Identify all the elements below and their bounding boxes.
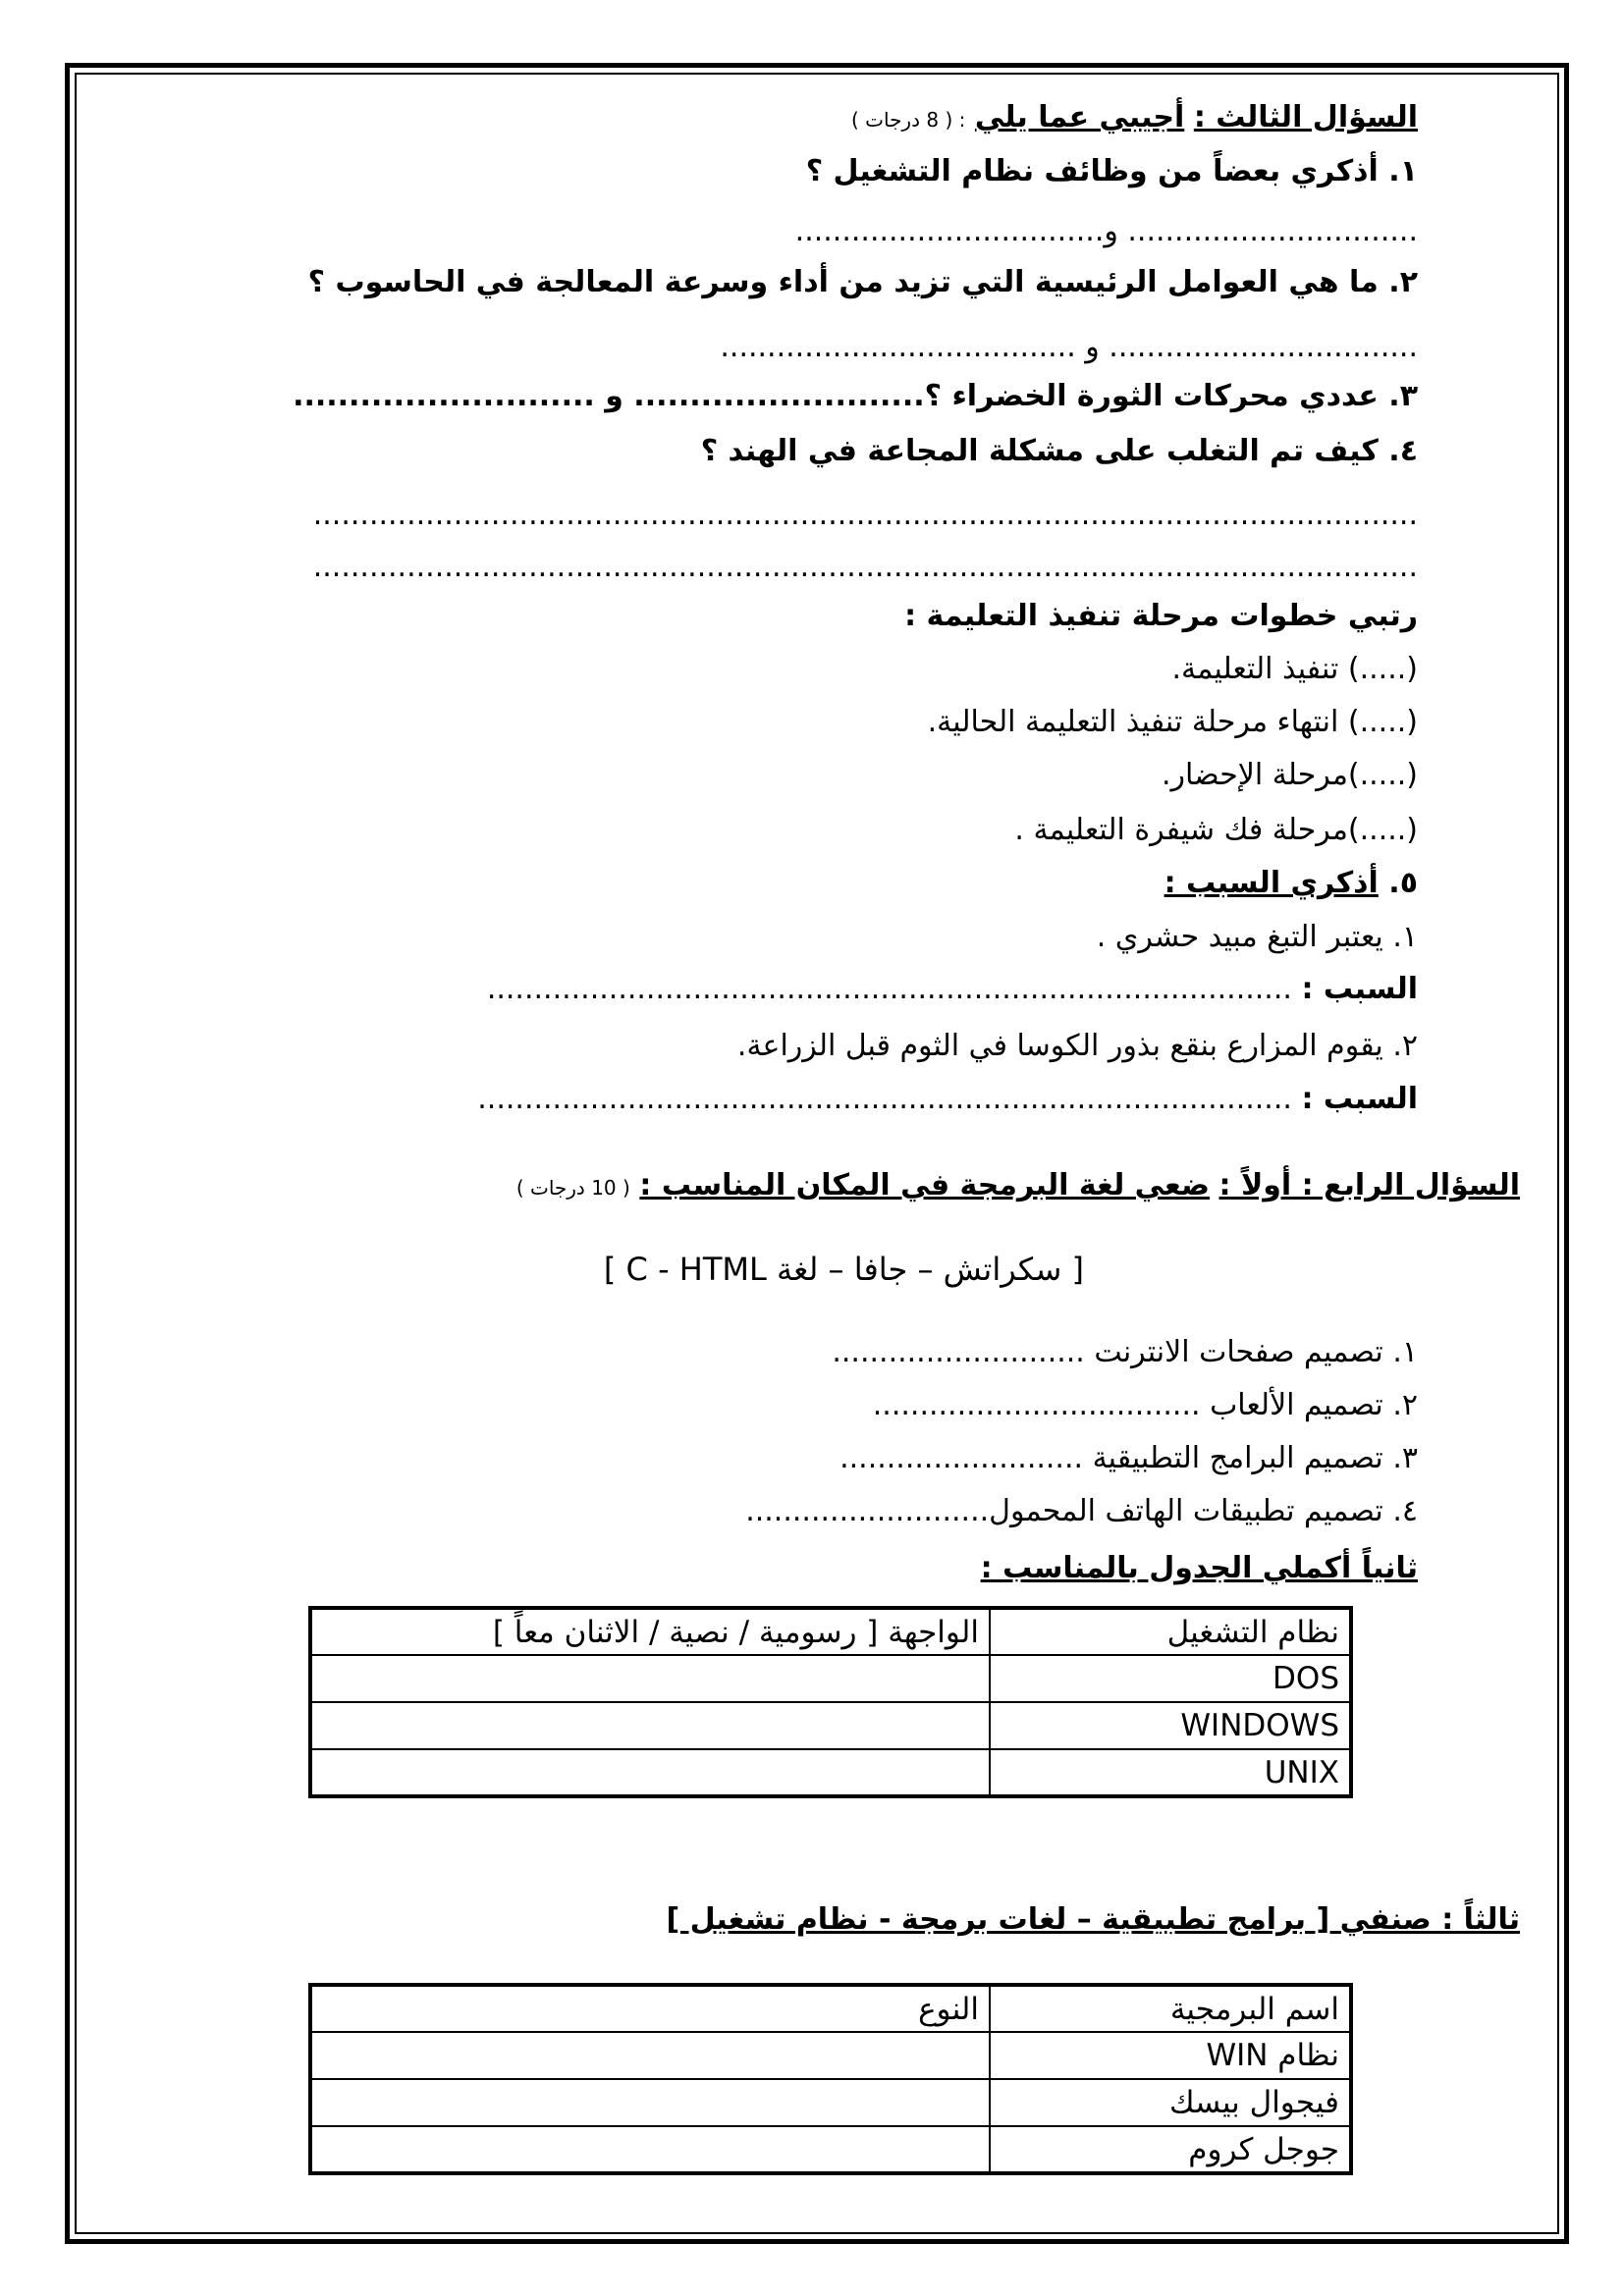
table-row [310, 2032, 1351, 2079]
answer-dots: ...................................................................................................................... [312, 498, 1418, 532]
answer-dots: ....................................................................................... [477, 1082, 1292, 1116]
q4-item-4 [745, 1492, 1418, 1531]
item-text: تصميم البرامج التطبيقية .......................... [839, 1441, 1383, 1475]
item-number: ٣. [1392, 1441, 1418, 1475]
item-number: ٥. [1388, 866, 1418, 900]
item-text: تصميم صفحات الانترنت ........................... [832, 1335, 1383, 1369]
q4-heading [516, 1166, 1520, 1207]
table-header: اسم البرمجية [990, 1985, 1351, 2032]
answer-cell[interactable] [310, 1655, 990, 1702]
item-text: ما هي العوامل الرئيسية التي تزيد من أداء وسرعة المعالجة في الحاسوب ؟ [307, 265, 1379, 299]
item-number: ٣. [1388, 379, 1418, 413]
answer-dots: ................................. و ...................................... [720, 330, 1418, 364]
table-header: الواجهة [ رسومية / نصية / الاثنان معاً ] [310, 1608, 990, 1655]
reason-1-answer [487, 970, 1418, 1009]
answer-cell[interactable] [310, 2126, 990, 2173]
q3-answer-line-4b [313, 548, 1418, 587]
q4-title: السؤال الرابع : أولاً : [1218, 1168, 1520, 1202]
os-interface-table [308, 1606, 1353, 1798]
table-cell: WINDOWS [990, 1702, 1351, 1749]
q4-item-2 [873, 1386, 1418, 1425]
q3-item-4 [701, 432, 1418, 471]
table-row [310, 2126, 1351, 2173]
q3-instruction: أجيبي عما يلي [974, 100, 1185, 134]
q3-item-1 [806, 152, 1418, 191]
reason-title: أذكري السبب : [1164, 866, 1379, 900]
item-number: ٤. [1392, 1494, 1418, 1528]
q3-item-3 [293, 377, 1418, 416]
item-text: عددي محركات الثورة الخضراء ؟.......................... و ........................... [293, 379, 1379, 413]
reason-heading [1164, 864, 1418, 903]
table-row [310, 1749, 1351, 1796]
answer-dots: ...................................................................................................................... [312, 550, 1418, 584]
order-item-2: (.....) انتهاء مرحلة تنفيذ التعليمة الحالية. [927, 705, 1418, 739]
order-title: رتبي خطوات مرحلة تنفيذ التعليمة : [904, 599, 1418, 633]
item-text: تصميم الألعاب ................................... [872, 1388, 1383, 1422]
table-header-row [310, 1985, 1351, 2032]
q4-marks: ( 10 درجات ) [515, 1176, 630, 1200]
table-header: النوع [310, 1985, 990, 2032]
table-row [310, 1655, 1351, 1702]
answer-dots: ............................... و................................. [794, 214, 1418, 248]
q3-answer-line-1 [795, 212, 1418, 251]
reason-2-statement [737, 1027, 1418, 1066]
q4-instruction: ضعي لغة البرمجة في المكان المناسب : [639, 1168, 1210, 1202]
table-cell: DOS [990, 1655, 1351, 1702]
q3-marks: : ( 8 درجات ) [850, 108, 966, 132]
item-number: ١. [1388, 154, 1418, 188]
order-item-4: (.....)مرحلة فك شيفرة التعليمة . [1014, 813, 1418, 847]
answer-cell[interactable] [310, 2032, 990, 2079]
statement-text: يعتبر التبغ مبيد حشري . [1096, 920, 1383, 954]
q3-answer-line-2 [720, 328, 1418, 367]
item-number: ١. [1392, 1335, 1418, 1369]
item-number: ١. [1392, 920, 1418, 954]
q3-title: السؤال الثالث : [1193, 100, 1418, 134]
q3-item-2 [308, 263, 1418, 302]
answer-cell[interactable] [310, 2079, 990, 2126]
q3-answer-line-4a [313, 496, 1418, 535]
table-header: نظام التشغيل [990, 1608, 1351, 1655]
item-text: كيف تم التغلب على مشكلة المجاعة في الهند ؟ [700, 434, 1379, 468]
table-cell: جوجل كروم [990, 2126, 1351, 2173]
item-number: ٢. [1392, 1388, 1418, 1422]
table-header-row [310, 1608, 1351, 1655]
reason-label: السبب : [1301, 972, 1418, 1006]
item-number: ٢. [1388, 265, 1418, 299]
table-cell: فيجوال بيسك [990, 2079, 1351, 2126]
q3-heading [851, 98, 1418, 139]
answer-cell[interactable] [310, 1749, 990, 1796]
q4-item-1 [832, 1333, 1418, 1372]
answer-dots: ...................................................................................... [486, 972, 1292, 1006]
reason-label: السبب : [1301, 1082, 1418, 1116]
q4-third-title: ثالثاً : صنفي [ برامج تطبيقية – لغات برمجة - نظام تشغيل ] [666, 1902, 1520, 1937]
item-text: أذكري بعضاً من وظائف نظام التشغيل ؟ [805, 154, 1379, 188]
table-cell: UNIX [990, 1749, 1351, 1796]
item-number: ٢. [1392, 1029, 1418, 1063]
reason-1-statement [1097, 918, 1418, 957]
item-text: تصميم تطبيقات الهاتف المحمول.......................... [745, 1494, 1383, 1528]
item-number: ٤. [1388, 434, 1418, 468]
q4-options: [ سكراتش – جافا – لغة C - HTML ] [603, 1251, 1084, 1288]
order-item-3: (.....)مرحلة الإحضار. [1162, 758, 1418, 792]
table-row [310, 1702, 1351, 1749]
software-type-table [308, 1983, 1353, 2175]
statement-text: يقوم المزارع بنقع بذور الكوسا في الثوم قبل الزراعة. [736, 1029, 1383, 1063]
table-row [310, 2079, 1351, 2126]
answer-cell[interactable] [310, 1702, 990, 1749]
order-item-1: (.....) تنفيذ التعليمة. [1171, 652, 1418, 686]
q4-item-3 [839, 1439, 1418, 1478]
table-cell: نظام WIN [990, 2032, 1351, 2079]
reason-2-answer [477, 1080, 1418, 1119]
q4-second-title: ثانياً أكملي الجدول بالمناسب : [980, 1551, 1418, 1585]
